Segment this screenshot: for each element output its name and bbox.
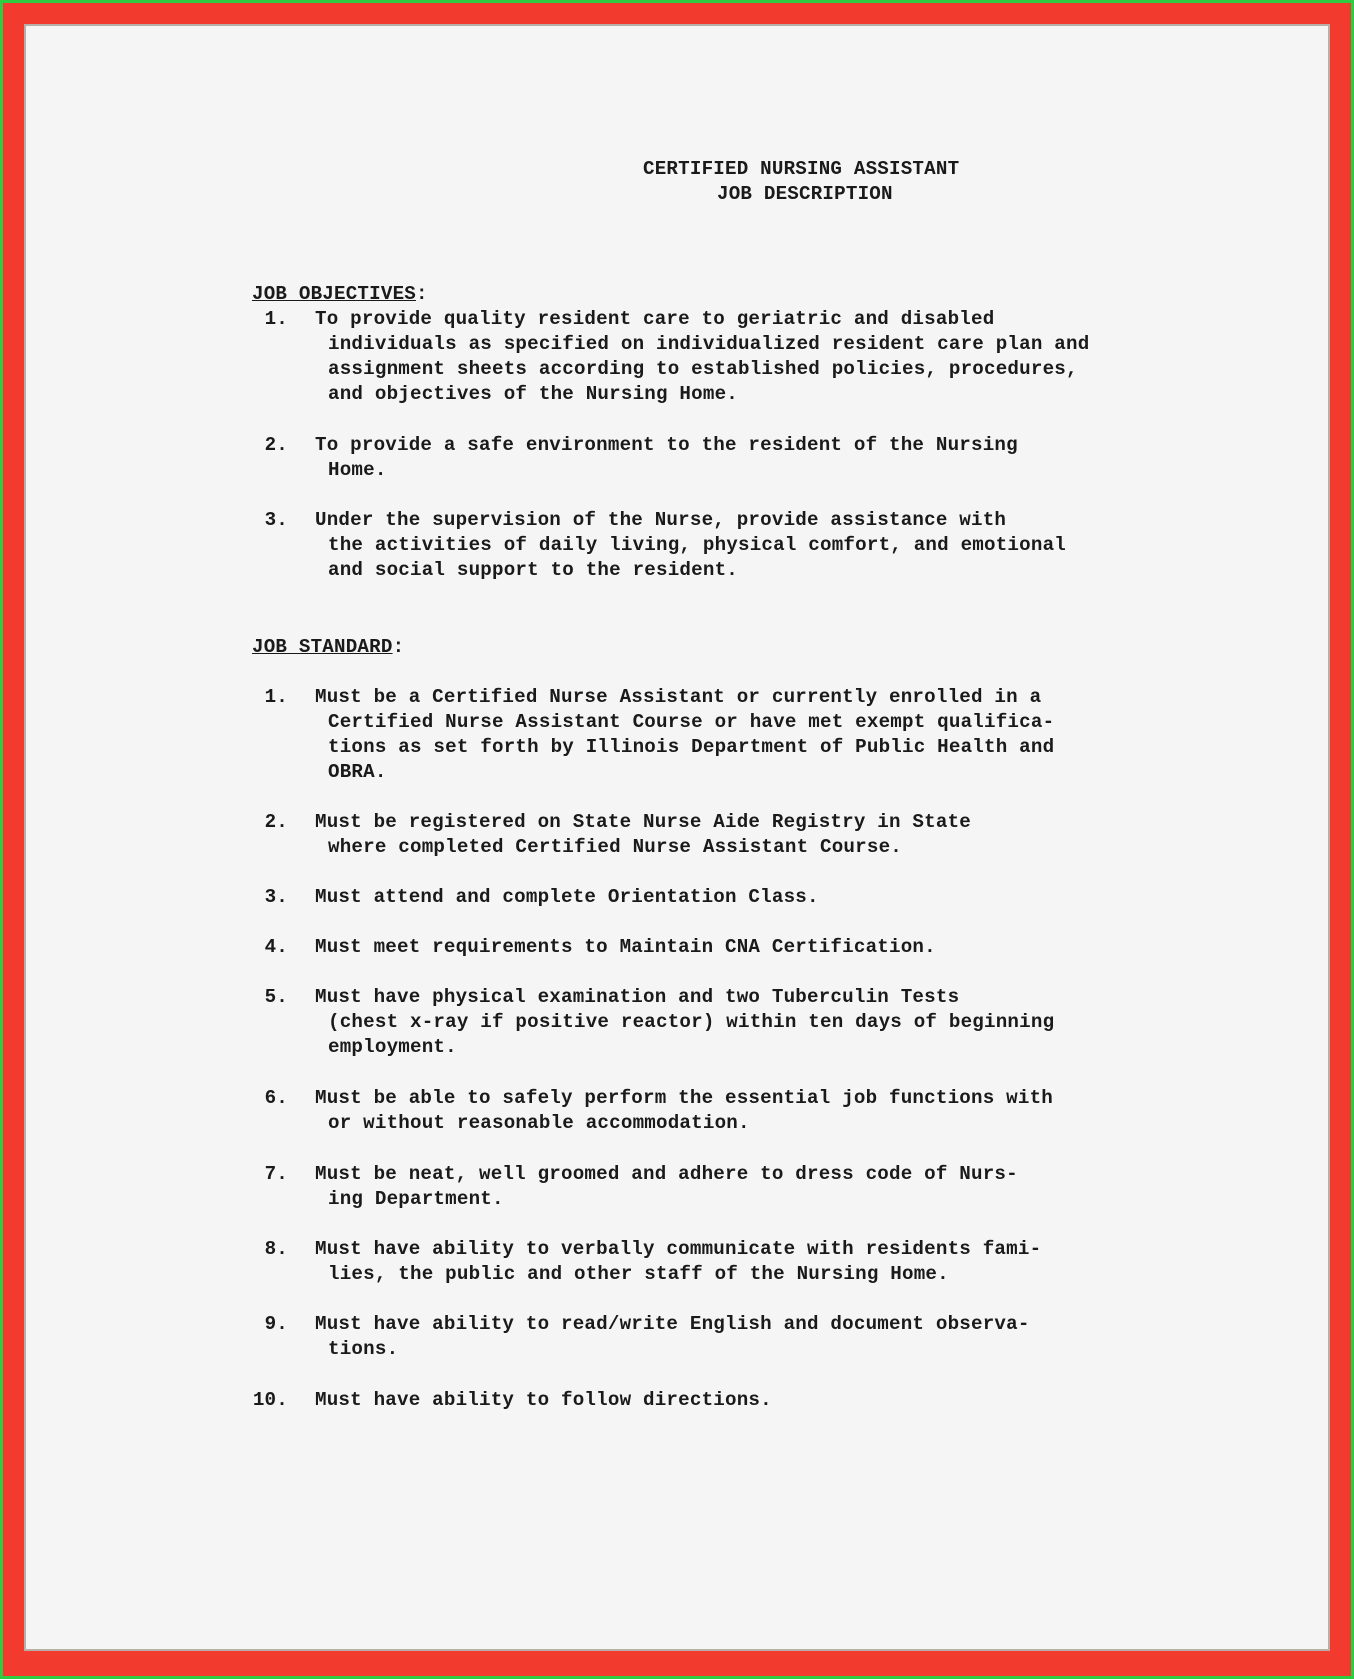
standard-item-number: 4. bbox=[264, 936, 288, 958]
document-body bbox=[26, 26, 1328, 1649]
job-standard-heading bbox=[252, 635, 404, 660]
objective-item-number: 1. bbox=[264, 308, 288, 330]
standard-item-number: 9. bbox=[264, 1313, 288, 1335]
standard-item-line: Must have physical examination and two Tuberculin Tests bbox=[315, 986, 960, 1008]
job-objectives-heading-colon: : bbox=[416, 283, 428, 305]
objective-item-line: Home. bbox=[328, 459, 387, 481]
standard-item-line: lies, the public and other staff of the Nursing Home. bbox=[328, 1263, 949, 1285]
standard-item-number: 6. bbox=[264, 1087, 288, 1109]
objective-item-line: and social support to the resident. bbox=[328, 559, 739, 581]
objective-item-line: and objectives of the Nursing Home. bbox=[328, 383, 739, 405]
document-subtitle: JOB DESCRIPTION bbox=[717, 183, 893, 205]
standard-item-line: Must be able to safely perform the essential job functions with bbox=[315, 1087, 1054, 1109]
standard-item-line: employment. bbox=[328, 1036, 457, 1058]
standard-item-line: Must meet requirements to Maintain CNA Certification. bbox=[315, 936, 936, 958]
objective-item-line: To provide a safe environment to the resident of the Nursing bbox=[315, 434, 1018, 456]
objective-item-line: assignment sheets according to established policies, procedures, bbox=[328, 358, 1078, 380]
standard-item-number: 3. bbox=[264, 886, 288, 908]
standard-item-line: ing Department. bbox=[328, 1188, 504, 1210]
standard-item-line: Must have ability to follow directions. bbox=[315, 1389, 772, 1411]
objective-item-number: 3. bbox=[264, 509, 288, 531]
objective-item-line: the activities of daily living, physical comfort, and emotional bbox=[328, 534, 1067, 556]
standard-item-number: 7. bbox=[264, 1163, 288, 1185]
standard-item-line: (chest x-ray if positive reactor) within ten days of beginning bbox=[328, 1011, 1055, 1033]
document-title: CERTIFIED NURSING ASSISTANT bbox=[643, 158, 960, 180]
standard-item-number: 10. bbox=[252, 1389, 288, 1411]
standard-item-number: 8. bbox=[264, 1238, 288, 1260]
standard-item-line: Certified Nurse Assistant Course or have met exempt qualifica- bbox=[328, 711, 1055, 733]
objective-item-line: To provide quality resident care to geriatric and disabled bbox=[315, 308, 995, 330]
standard-item-line: Must be neat, well groomed and adhere to dress code of Nurs- bbox=[315, 1163, 1018, 1185]
standard-item-number: 2. bbox=[264, 811, 288, 833]
job-standard-heading-colon: : bbox=[392, 636, 405, 658]
objective-item-line: individuals as specified on individualized resident care plan and bbox=[328, 333, 1090, 355]
standard-item-line: Must have ability to read/write English and document observa- bbox=[315, 1313, 1030, 1335]
standard-item-line: OBRA. bbox=[328, 761, 387, 783]
job-standard-heading-text: JOB STANDARD bbox=[252, 636, 393, 658]
standard-item-line: Must be a Certified Nurse Assistant or currently enrolled in a bbox=[315, 686, 1042, 708]
objective-item-number: 2. bbox=[264, 434, 288, 456]
standard-item-line: Must attend and complete Orientation Class. bbox=[315, 886, 819, 908]
standard-item-number: 5. bbox=[264, 986, 288, 1008]
job-objectives-heading bbox=[252, 282, 428, 307]
standard-item-line: Must be registered on State Nurse Aide Registry in State bbox=[315, 811, 972, 833]
job-objectives-heading-text: JOB OBJECTIVES bbox=[252, 283, 417, 305]
standard-item-line: Must have ability to verbally communicate with residents fami- bbox=[315, 1238, 1042, 1260]
standard-item-line: or without reasonable accommodation. bbox=[328, 1112, 750, 1134]
standard-item-line: tions. bbox=[328, 1338, 399, 1360]
standard-item-line: where completed Certified Nurse Assistant Course. bbox=[328, 836, 903, 858]
standard-item-number: 1. bbox=[264, 686, 288, 708]
objective-item-line: Under the supervision of the Nurse, provide assistance with bbox=[315, 509, 1007, 531]
standard-item-line: tions as set forth by Illinois Department of Public Health and bbox=[328, 736, 1055, 758]
document-page bbox=[26, 26, 1328, 1649]
